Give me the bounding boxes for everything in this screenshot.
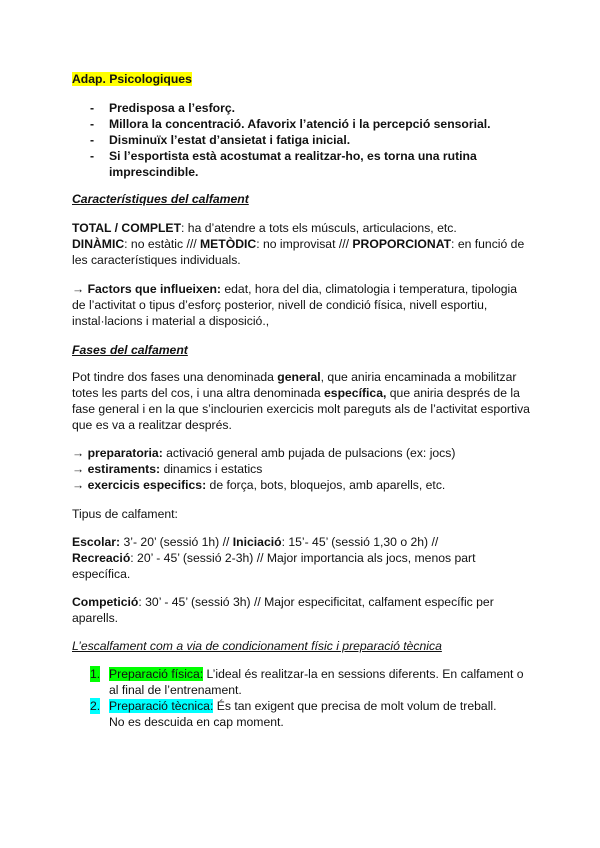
- term-especifica: específica,: [324, 386, 387, 400]
- arrow-item: [72, 461, 532, 477]
- item-label: Preparació física:: [109, 667, 204, 681]
- term-text: : no improvisat ///: [256, 237, 353, 251]
- term-label: METÒDIC: [200, 237, 257, 251]
- paragraph-line: Tipus de calfament:: [72, 507, 178, 521]
- term-label: Recreació: [72, 551, 131, 565]
- term-text: : ha d’atendre a tots els músculs, articulacions, etc.: [181, 221, 457, 235]
- arrow-item-label: → preparatoria:: [72, 446, 163, 460]
- paragraph-line: [72, 369, 532, 385]
- section-title-fases: Fases del calfament: [72, 343, 188, 357]
- term-text: 3’- 20’ (sessió 1h) //: [120, 535, 233, 549]
- term-label: Escolar:: [72, 535, 121, 549]
- item-text: L’ideal és realitzar-la en sessions diferents. En calfament o: [203, 667, 524, 681]
- item-number: 1.: [90, 667, 101, 681]
- term-label: TOTAL / COMPLET: [72, 221, 182, 235]
- factors-text: edat, hora del dia, climatologia i temperatura, tipologia: [220, 282, 518, 296]
- bullet-dash: -: [90, 133, 95, 147]
- item-label: Preparació tècnica:: [109, 699, 214, 713]
- term-text: : 30’ - 45’ (sessió 3h) // Major especificitat, calfament específic per: [138, 595, 494, 609]
- item-text: És tan exigent que precisa de molt volum de treball.: [213, 699, 497, 713]
- factors-label: → Factors que influeixen:: [72, 282, 221, 296]
- term-text: : 15’- 45’ (sessió 1,30 o 2h) //: [281, 535, 439, 549]
- bullet-text: Predisposa a l’esforç.: [109, 101, 235, 115]
- paragraph-line: específica.: [72, 567, 131, 581]
- item-text: No es descuida en cap moment.: [109, 715, 284, 729]
- bullet-text: Si l’esportista està acostumat a realitzar-ho, es torna una rutina: [109, 149, 477, 163]
- section-title-caracteristiques: Característiques del calfament: [72, 192, 249, 206]
- arrow-item-text: dinamics i estatics: [160, 462, 263, 476]
- bullet-dash: -: [90, 117, 95, 131]
- term-general: general: [277, 370, 321, 384]
- paragraph-line: de l’activitat o tipus d’esforç posterior, nivell de condició física, nivell esportiu,: [72, 298, 488, 312]
- bullet-text: Disminuïx l’estat d’ansietat i fatiga inicial.: [109, 133, 351, 147]
- term-text: : no estàtic ///: [124, 237, 201, 251]
- text-run: Pot tindre dos fases una denominada: [72, 370, 278, 384]
- bullet-text: imprescindible.: [109, 165, 199, 179]
- paragraph-line: instal·lacions i material a disposició.,: [72, 314, 270, 328]
- term-text: : 20’ - 45’ (sessió 2-3h) // Major importancia als jocs, menos part: [130, 551, 476, 565]
- bullet-dash: -: [90, 101, 95, 115]
- paragraph-line: [72, 281, 532, 297]
- paragraph-line: [72, 220, 532, 236]
- paragraph-line: [72, 385, 532, 401]
- item-text: al final de l’entrenament.: [109, 683, 242, 697]
- arrow-item-text: de força, bots, bloquejos, amb aparells, etc.: [206, 478, 446, 492]
- paragraph-line: aparells.: [72, 611, 119, 625]
- term-label: Competició: [72, 595, 139, 609]
- arrow-item: [72, 445, 532, 461]
- term-label: Iniciació: [232, 535, 282, 549]
- bullet-text: Millora la concentració. Afavorix l’atenció i la percepció sensorial.: [109, 117, 491, 131]
- paragraph-line: [72, 550, 532, 566]
- arrow-item-label: → exercicis especifics:: [72, 478, 207, 492]
- paragraph-line: [72, 534, 532, 550]
- text-run: , que aniria encaminada a mobilitzar: [320, 370, 517, 384]
- paragraph-line: que es va a realitzar després.: [72, 418, 232, 432]
- section-heading: [72, 71, 532, 87]
- paragraph-line: fase general i en la que s’inclourien exercicis molt pareguts als de l’activitat esportiva: [72, 402, 530, 416]
- item-number: 2.: [90, 699, 101, 713]
- arrow-item-label: → estiraments:: [72, 462, 161, 476]
- arrow-item-text: activació general amb pujada de pulsacions (ex: jocs): [162, 446, 456, 460]
- term-text: : en funció de: [451, 237, 525, 251]
- section-title-condicionament: L’escalfament com a via de condicionament físic i preparació tècnica: [72, 639, 442, 653]
- term-label: PROPORCIONAT: [352, 237, 452, 251]
- arrow-item: [72, 477, 532, 493]
- text-run: totes les parts del cos, i una altra denominada: [72, 386, 325, 400]
- paragraph-line: [72, 594, 532, 610]
- text-run: que aniria després de la: [386, 386, 520, 400]
- paragraph-line: [72, 236, 532, 252]
- bullet-dash: -: [90, 149, 95, 163]
- paragraph-line: les característiques individuals.: [72, 253, 241, 267]
- term-label: DINÀMIC: [72, 237, 125, 251]
- heading-text: Adap. Psicologiques: [72, 72, 192, 86]
